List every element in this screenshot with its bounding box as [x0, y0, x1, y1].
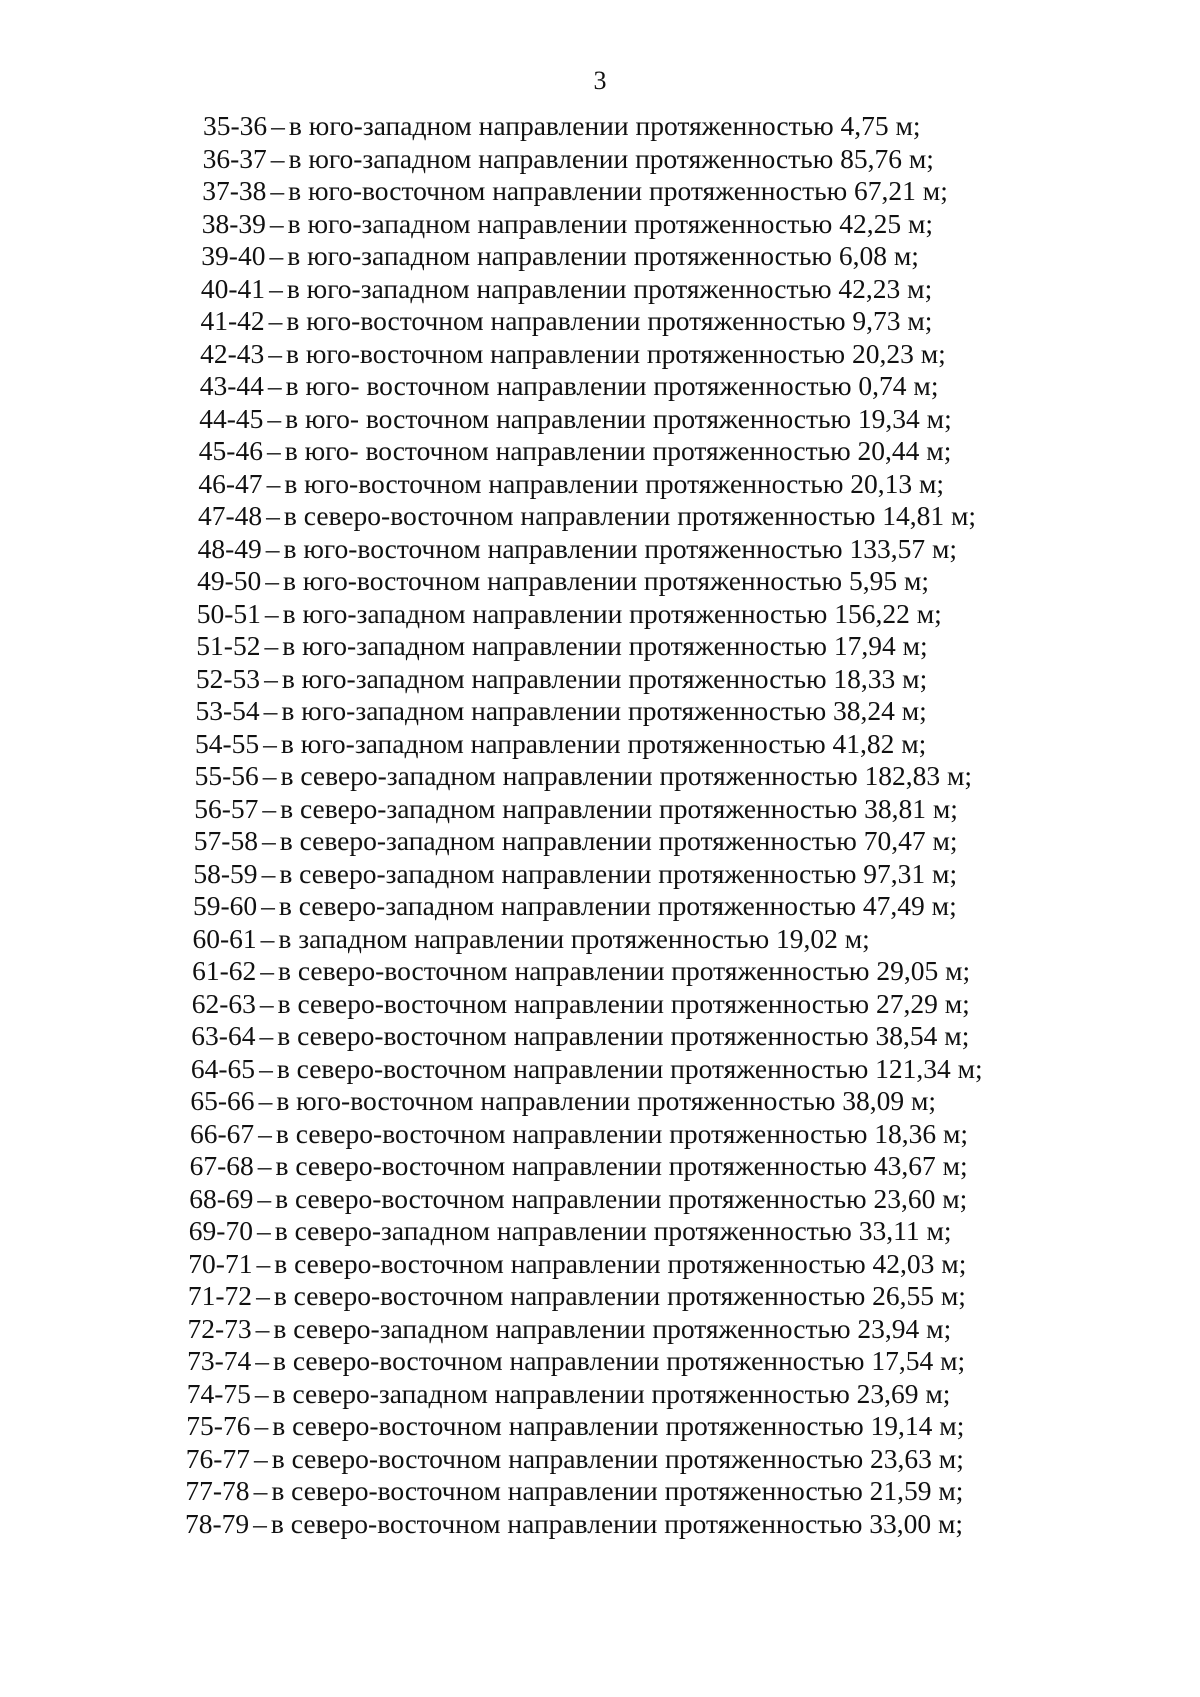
segment-number: 76-77: [185, 1442, 250, 1474]
dash-separator: –: [267, 370, 282, 401]
segment-description: в северо-восточном направлении протяженностью 19,14 м;: [272, 1410, 965, 1441]
list-item: [0, 695, 1200, 728]
segment-number: 42-43: [200, 337, 265, 369]
list-item: [0, 305, 1200, 338]
list-item: [0, 988, 1200, 1021]
list-item: [0, 500, 1200, 533]
list-item: [0, 890, 1200, 923]
segment-description: в северо-восточном направлении протяженностью 27,29 м;: [277, 987, 970, 1019]
segment-description: в северо-западном направлении протяженностью 23,94 м;: [273, 1312, 952, 1344]
dash-separator: –: [261, 825, 276, 856]
dash-separator: –: [269, 207, 284, 239]
segment-description: в северо-восточном направлении протяженностью 33,00 м;: [270, 1507, 964, 1539]
dash-separator: –: [259, 1052, 273, 1084]
segment-number: 75-76: [186, 1410, 251, 1441]
segment-number: 41-42: [200, 305, 265, 336]
list-item: [0, 273, 1200, 306]
list-item: [0, 403, 1200, 436]
segment-number: 57-58: [193, 825, 258, 856]
segment-description: в юго-западном направлении протяженностью 42,23 м;: [286, 272, 933, 304]
segment-description: в юго-западном направлении протяженностью 4,75 м;: [288, 110, 921, 141]
segment-description: в юго-западном направлении протяженностью 18,33 м;: [281, 662, 928, 694]
dash-separator: –: [255, 1345, 270, 1376]
list-item: [0, 760, 1200, 793]
list-item: [0, 338, 1200, 371]
segment-number: 60-61: [192, 922, 257, 954]
dash-separator: –: [260, 955, 275, 986]
segment-description: в юго- восточном направлении протяженностью 0,74 м;: [285, 370, 939, 401]
segment-description: в юго-западном направлении протяженностью 85,76 м;: [288, 142, 934, 174]
segment-description: в северо-западном направлении протяженностью 97,31 м;: [279, 857, 958, 889]
segment-number: 44-45: [199, 402, 264, 434]
list-item: [0, 1378, 1200, 1411]
dash-separator: –: [270, 175, 285, 206]
list-item: [0, 208, 1200, 241]
dash-separator: –: [264, 630, 279, 661]
segment-description: в юго-западном направлении протяженностью 42,25 м;: [287, 207, 934, 239]
list-item: [0, 1053, 1200, 1086]
dash-separator: –: [265, 532, 280, 564]
segment-number: 66-67: [190, 1117, 255, 1149]
segment-number: 47-48: [198, 500, 263, 531]
list-item: [0, 793, 1200, 826]
segment-number: 68-69: [189, 1182, 254, 1214]
list-item: [0, 1085, 1200, 1118]
segment-description: в северо-западном направлении протяженностью 38,81 м;: [280, 792, 958, 824]
segment-description: в юго-восточном направлении протяженностью 5,95 м;: [283, 565, 930, 596]
segment-number: 70-71: [188, 1247, 253, 1279]
list-item: [0, 955, 1200, 988]
segment-description: в северо-западном направлении протяженностью 70,47 м;: [279, 825, 958, 856]
segment-number: 45-46: [198, 435, 263, 466]
segment-description: в северо-восточном направлении протяженностью 14,81 м;: [283, 500, 977, 531]
segment-number: 73-74: [187, 1345, 252, 1376]
segment-number: 74-75: [186, 1377, 251, 1409]
segment-number: 77-78: [185, 1475, 250, 1506]
dash-separator: –: [270, 142, 285, 174]
segment-number: 46-47: [198, 467, 263, 499]
dash-separator: –: [263, 727, 277, 759]
segment-number: 49-50: [197, 565, 262, 596]
segment-description: в северо-западном направлении протяженностью 182,83 м;: [280, 760, 973, 791]
list-item: [0, 1215, 1200, 1248]
list-item: [0, 1345, 1200, 1378]
segment-number: 78-79: [185, 1507, 250, 1539]
segment-description: в юго-восточном направлении протяженностью 20,13 м;: [284, 467, 945, 499]
segment-number: 52-53: [195, 662, 261, 694]
segment-number: 64-65: [190, 1052, 256, 1084]
list-item: [0, 1313, 1200, 1346]
dash-separator: –: [258, 1117, 272, 1149]
boundary-segment-list: [0, 110, 1200, 1540]
segment-description: в западном направлении протяженностью 19,02 м;: [278, 922, 870, 954]
list-item: [0, 1248, 1200, 1281]
segment-number: 67-68: [189, 1150, 254, 1181]
dash-separator: –: [260, 922, 275, 954]
dash-separator: –: [265, 565, 280, 596]
segment-description: в северо-восточном направлении протяженностью 121,34 м;: [276, 1052, 983, 1084]
segment-number: 50-51: [196, 597, 261, 629]
segment-number: 58-59: [193, 857, 258, 889]
segment-number: 72-73: [187, 1312, 252, 1344]
dash-separator: –: [256, 1215, 271, 1246]
list-item: [0, 468, 1200, 501]
list-item: [0, 1443, 1200, 1476]
dash-separator: –: [255, 1312, 270, 1344]
segment-number: 63-64: [191, 1020, 256, 1051]
segment-description: в юго- восточном направлении протяженностью 20,44 м;: [284, 435, 952, 466]
segment-number: 48-49: [197, 532, 262, 564]
segment-number: 56-57: [194, 792, 259, 824]
dash-separator: –: [271, 110, 285, 141]
list-item: [0, 825, 1200, 858]
list-item: [0, 1183, 1200, 1216]
list-item: [0, 598, 1200, 631]
segment-number: 71-72: [187, 1280, 253, 1311]
segment-description: в юго- восточном направлении протяженностью 19,34 м;: [285, 402, 952, 434]
dash-separator: –: [256, 1280, 270, 1311]
segment-description: в северо-западном направлении протяженностью 33,11 м;: [274, 1215, 952, 1246]
dash-separator: –: [263, 695, 278, 726]
segment-number: 43-44: [199, 370, 264, 401]
list-item: [0, 1118, 1200, 1151]
list-item: [0, 175, 1200, 208]
dash-separator: –: [262, 760, 277, 791]
segment-number: 40-41: [200, 272, 266, 304]
segment-description: в юго-восточном направлении протяженностью 133,57 м;: [283, 532, 958, 564]
list-item: [0, 533, 1200, 566]
segment-number: 54-55: [195, 727, 260, 759]
segment-description: в юго-западном направлении протяженностью 6,08 м;: [287, 240, 919, 271]
segment-description: в юго-западном направлении протяженностью 38,24 м;: [281, 695, 927, 726]
segment-description: в северо-восточном направлении протяженностью 23,60 м;: [275, 1182, 968, 1214]
dash-separator: –: [264, 662, 278, 694]
page-number: 3: [593, 66, 607, 95]
list-item: [0, 1508, 1200, 1541]
segment-number: 59-60: [193, 890, 258, 921]
dash-separator: –: [266, 467, 281, 499]
dash-separator: –: [253, 1475, 268, 1506]
list-item: [0, 1475, 1200, 1508]
segment-number: 61-62: [192, 955, 257, 986]
dash-separator: –: [257, 1182, 272, 1214]
list-item: [0, 143, 1200, 176]
segment-description: в северо-восточном направлении протяженностью 42,03 м;: [274, 1247, 967, 1279]
dash-separator: –: [254, 1377, 269, 1409]
segment-description: в юго-западном направлении протяженностью 156,22 м;: [282, 597, 942, 629]
dash-separator: –: [254, 1410, 269, 1441]
dash-separator: –: [256, 1247, 271, 1279]
list-item: [0, 1280, 1200, 1313]
dash-separator: –: [268, 305, 283, 336]
list-item: [0, 1410, 1200, 1443]
segment-description: в юго-восточном направлении протяженностью 67,21 м;: [288, 175, 948, 206]
segment-description: в юго-восточном направлении протяженностью 38,09 м;: [276, 1085, 937, 1116]
dash-separator: –: [264, 597, 279, 629]
segment-description: в юго-восточном направлении протяженностью 9,73 м;: [286, 305, 933, 336]
list-item: [0, 728, 1200, 761]
segment-description: в северо-восточном направлении протяженностью 38,54 м;: [277, 1020, 970, 1051]
segment-description: в юго-западном направлении протяженностью 17,94 м;: [282, 630, 928, 661]
dash-separator: –: [261, 857, 276, 889]
dash-separator: –: [269, 240, 284, 271]
segment-description: в юго-западном направлении протяженностью 41,82 м;: [280, 727, 927, 759]
segment-number: 38-39: [201, 207, 266, 239]
segment-description: в северо-западном направлении протяженностью 23,69 м;: [272, 1377, 951, 1409]
dash-separator: –: [262, 792, 277, 824]
dash-separator: –: [268, 337, 283, 369]
list-item: [0, 923, 1200, 956]
list-item: [0, 565, 1200, 598]
segment-number: 39-40: [201, 240, 266, 271]
dash-separator: –: [267, 402, 282, 434]
dash-separator: –: [258, 1085, 273, 1116]
segment-number: 69-70: [188, 1215, 253, 1246]
list-item: [0, 1150, 1200, 1183]
list-item: [0, 663, 1200, 696]
segment-description: в северо-восточном направлении протяженностью 18,36 м;: [275, 1117, 969, 1149]
dash-separator: –: [253, 1507, 267, 1539]
segment-number: 36-37: [202, 142, 267, 174]
segment-description: в северо-восточном направлении протяженностью 23,63 м;: [271, 1442, 964, 1474]
list-item: [0, 630, 1200, 663]
dash-separator: –: [266, 500, 280, 531]
segment-number: 37-38: [202, 175, 267, 206]
dash-separator: –: [259, 987, 274, 1019]
list-item: [0, 435, 1200, 468]
segment-description: в северо-восточном направлении протяженностью 21,59 м;: [271, 1475, 964, 1506]
dash-separator: –: [269, 272, 283, 304]
segment-number: 53-54: [195, 695, 260, 726]
segment-description: в северо-восточном направлении протяженностью 29,05 м;: [278, 955, 971, 986]
segment-description: в северо-западном направлении протяженностью 47,49 м;: [278, 890, 957, 921]
list-item: [0, 240, 1200, 273]
segment-number: 62-63: [191, 987, 256, 1019]
segment-number: 55-56: [194, 760, 259, 791]
segment-description: в северо-восточном направлении протяженностью 43,67 м;: [275, 1150, 968, 1181]
segment-number: 35-36: [203, 110, 268, 141]
dash-separator: –: [259, 1020, 274, 1051]
segment-description: в северо-восточном направлении протяженностью 26,55 м;: [273, 1280, 966, 1311]
list-item: [0, 858, 1200, 891]
list-item: [0, 110, 1200, 143]
segment-number: 51-52: [196, 630, 261, 661]
segment-description: в северо-восточном направлении протяженностью 17,54 м;: [273, 1345, 966, 1376]
list-item: [0, 370, 1200, 403]
list-item: [0, 1020, 1200, 1053]
dash-separator: –: [257, 1150, 272, 1181]
dash-separator: –: [266, 435, 281, 466]
dash-separator: –: [253, 1442, 268, 1474]
segment-description: в юго-восточном направлении протяженностью 20,23 м;: [286, 337, 946, 369]
segment-number: 65-66: [190, 1085, 255, 1116]
dash-separator: –: [261, 890, 275, 921]
